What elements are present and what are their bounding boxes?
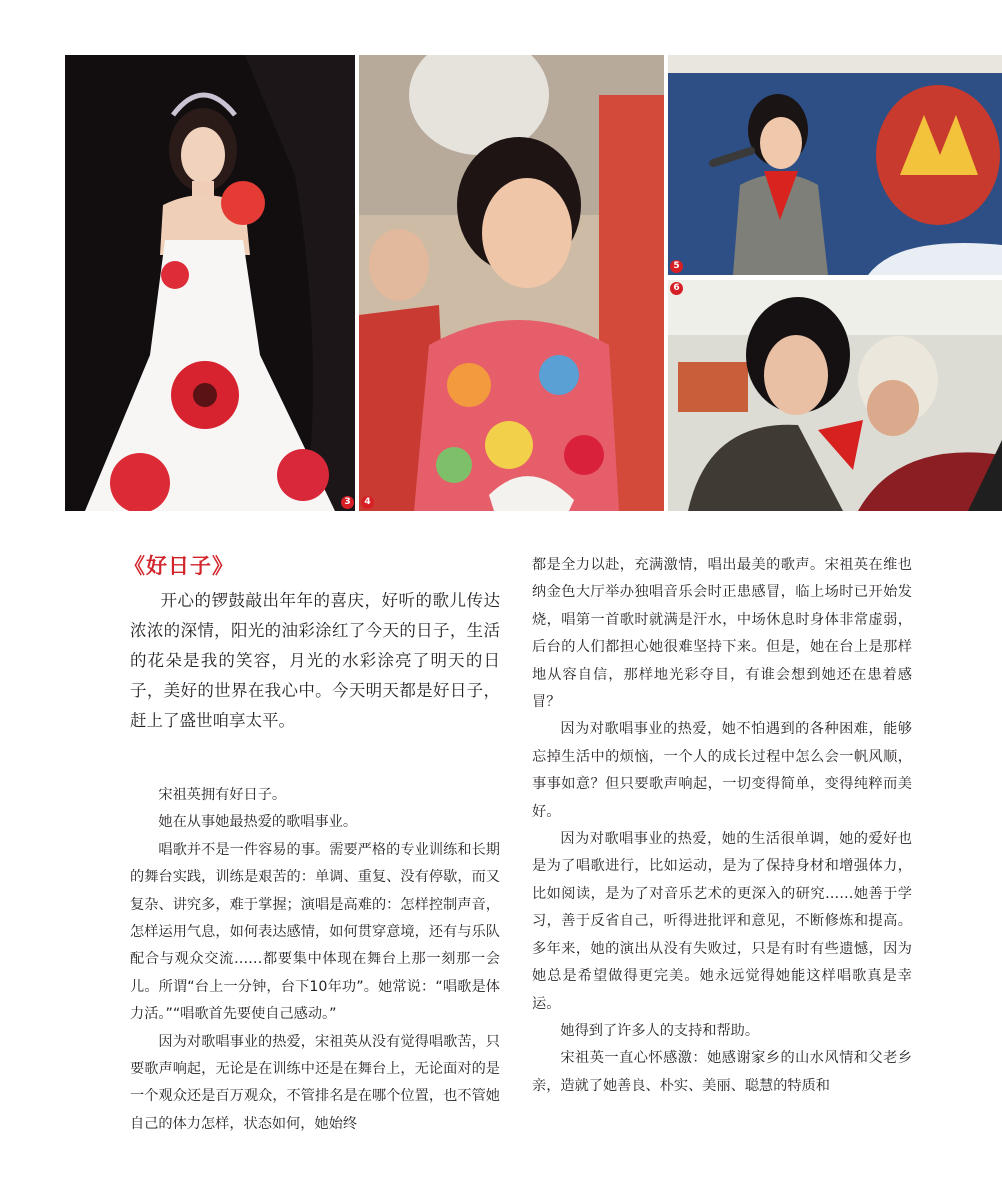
lyrics-text: 开心的锣鼓敲出年年的喜庆，好听的歌儿传达浓浓的深情，阳光的油彩涂红了今天的日子，生活的花朵是我的笑容，月光的水彩涂亮了明天的日子，美好的世界在我心中。今天明天都是好日子，赶上了盛世咱享太平。: [130, 591, 500, 730]
photo-singer-with-child: [668, 280, 1002, 511]
article-right-column: [532, 552, 912, 1100]
paragraph: 因为对歌唱事业的热爱，她不怕遇到的各种困难，能够忘掉生活中的烦恼，一个人的成长过程中怎么会一帆风顺，事事如意？但只要歌声响起，一切变得简单，变得纯粹而美好。: [532, 721, 912, 820]
paragraph-continued: 都是全力以赴，充满激情，唱出最美的歌声。宋祖英在维也纳金色大厅举办独唱音乐会时正患感冒，临上场时已开始发烧，唱第一首歌时就满是汗水，中场休息时身体非常虚弱，后台的人们都担心她很难坚持下来。但是，她在台上是那样地从容自信，那样地光彩夺目，有谁会想到她还在患着感冒？: [532, 557, 912, 711]
paragraph: 唱歌并不是一件容易的事。需要严格的专业训练和长期的舞台实践，训练是艰苦的：单调、重复、没有停歇，而又复杂、讲究多，难于掌握；演唱是高难的：怎样控制声音，怎样运用气息，如何表达感情，如何贯穿意境，还有与乐队配合与观众交流……都要集中体现在舞台上那一刻那一会儿。所谓“台上一分钟，台下10年功”。她常说：“唱歌是体力活。”“唱歌首先要使自己感动。”: [130, 841, 500, 1023]
paragraph: 因为对歌唱事业的热爱，她的生活很单调，她的爱好也是为了唱歌进行，比如运动，是为了保持身材和增强体力，比如阅读，是为了对音乐艺术的更深入的研究……她善于学习，善于反省自己，听得进批评和意见，不断修炼和提高。多年来，她的演出从没有失败过，只是有时有些遗憾，因为她总是希望做得更完美。她永远觉得她能这样唱歌真是幸运。: [532, 831, 912, 1012]
photo-singer-gown: [65, 55, 355, 511]
photo-number-badge: 5: [670, 260, 683, 273]
article-left-column: [124, 552, 500, 1138]
paragraph: 宋祖英拥有好日子。: [158, 787, 287, 803]
paragraph: 因为对歌唱事业的热爱，宋祖英从没有觉得唱歌苦，只要歌声响起，无论是在训练中还是在舞台上，无论面对的是一个观众还是百万观众，不管排名是在哪个位置，也不管她自己的体力怎样，状态如何，她始终: [130, 1033, 500, 1132]
paragraph: 她得到了许多人的支持和帮助。: [560, 1022, 760, 1039]
photo-number-badge: 6: [670, 282, 683, 295]
paragraph: 她在从事她最热爱的歌唱事业。: [158, 814, 358, 831]
song-title: 《好日子》: [124, 554, 234, 578]
photo-number-badge: 4: [361, 496, 374, 509]
left-body-text: [130, 782, 500, 1138]
photo-singer-floral-blouse: [359, 55, 664, 511]
song-lyrics: [130, 586, 500, 736]
photo-3-image: [65, 55, 355, 511]
photo-4-image: [359, 55, 664, 511]
photo-6-image: [668, 280, 1002, 511]
photo-number-badge: 3: [341, 496, 354, 509]
paragraph: 宋祖英一直心怀感激：她感谢家乡的山水风情和父老乡亲，造就了她善良、朴实、美丽、聪慧的特质和: [532, 1050, 912, 1094]
photo-5-image: [668, 55, 1002, 275]
photo-singer-microphone: [668, 55, 1002, 275]
